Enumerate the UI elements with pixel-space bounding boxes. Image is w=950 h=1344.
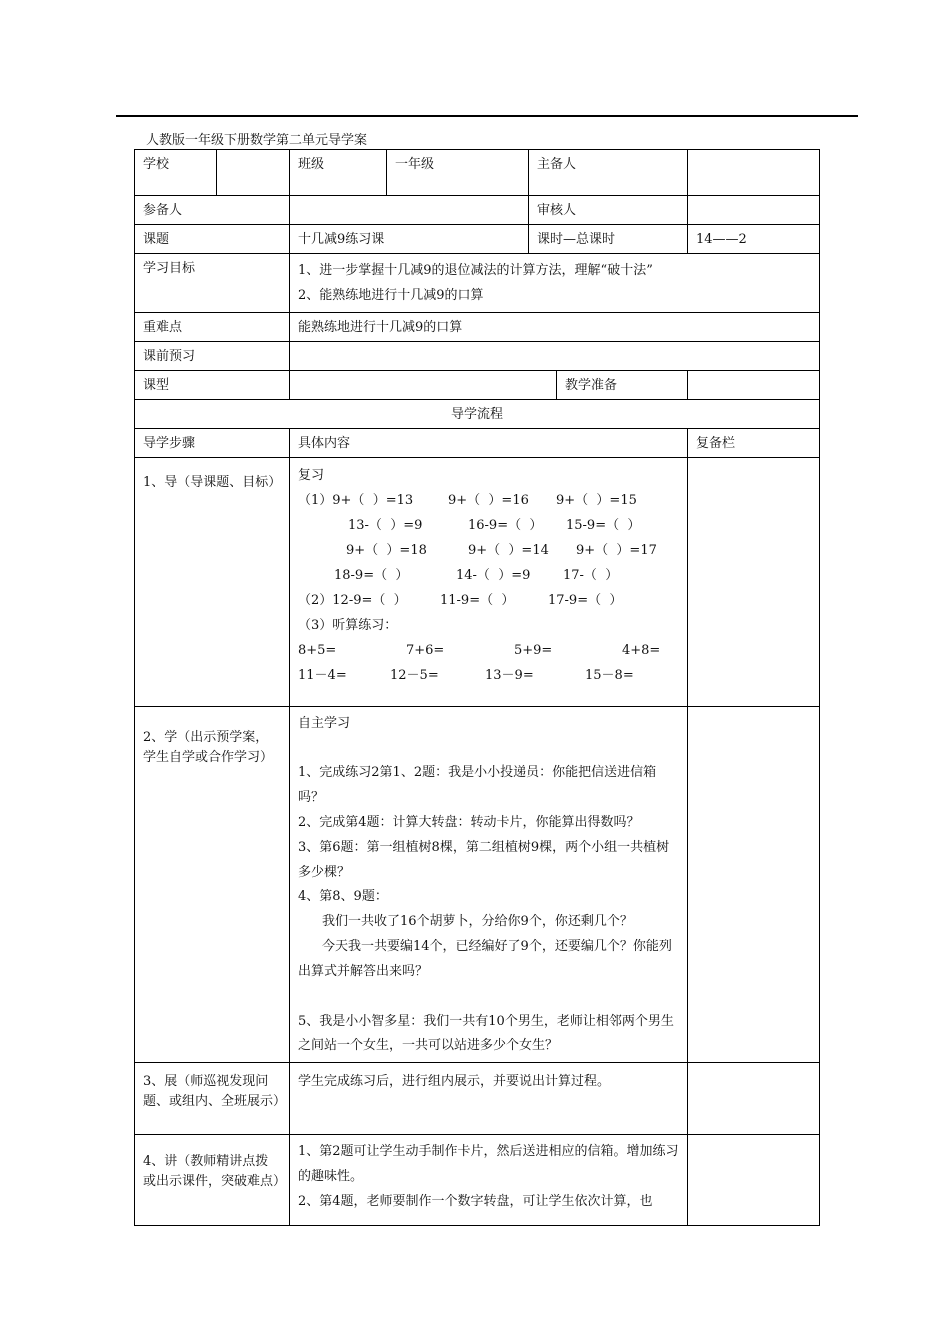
preview-label: 课前预习 — [135, 341, 290, 370]
review-cell — [688, 1135, 820, 1226]
step-row — [135, 457, 820, 706]
co-preparer-row — [135, 196, 820, 225]
col-review-header: 复备栏 — [688, 428, 820, 457]
key-row — [135, 312, 820, 341]
step-row — [135, 1063, 820, 1135]
key-label: 重难点 — [135, 312, 290, 341]
class-label: 班级 — [290, 150, 387, 196]
preparer-label: 主备人 — [529, 150, 688, 196]
type-value — [290, 370, 557, 399]
exercise-line: 18-9=（ ） 14-（ ）=9 17-（ ） — [334, 567, 619, 583]
type-row — [135, 370, 820, 399]
prep-label: 教学准备 — [557, 370, 688, 399]
exercise-line: （3）听算练习： — [298, 617, 398, 633]
content-paragraph: 2、第4题，老师要制作一个数字转盘，可让学生依次计算，也 — [298, 1193, 653, 1209]
goals-row — [135, 254, 820, 313]
preview-value — [290, 341, 820, 370]
content-paragraph: 今天我一共要编14个，已经编好了9个，还要编几个？你能列出算式并解答出来吗？ — [298, 938, 672, 979]
content-paragraph: 1、第2题可让学生动手制作卡片，然后送进相应的信箱。增加练习的趣味性。 — [298, 1144, 679, 1184]
col-content-header: 具体内容 — [290, 428, 688, 457]
step-label: 3、展（师巡视发现问题、或组内、全班展示） — [135, 1063, 290, 1135]
lesson-plan-table — [134, 149, 820, 1226]
lesson-value: 14——2 — [688, 225, 820, 254]
goals-label: 学习目标 — [135, 254, 290, 313]
exercise-line: 8+5= 7+6= 5+9= 4+8= — [298, 642, 661, 658]
exercise-line: 11－4= 12－5= 13－9= 15－8= — [298, 667, 634, 683]
class-value: 一年级 — [387, 150, 529, 196]
prep-value — [688, 370, 820, 399]
flow-heading-row — [135, 399, 820, 428]
content-paragraph: 4、第8、9题： — [298, 889, 388, 905]
step-label: 4、讲（教师精讲点拨或出示课件，突破难点） — [135, 1135, 290, 1226]
exercise-line: （2）12-9=（ ） 11-9=（ ） 17-9=（ ） — [298, 592, 623, 608]
step-row — [135, 1135, 820, 1226]
content-paragraph: 5、我是小小智多星：我们一共有10个男生，老师让相邻两个男生之间站一个女生，一共可以站进多少个女生？ — [298, 1013, 674, 1054]
document-title: 人教版一年级下册数学第二单元导学案 — [146, 133, 368, 148]
content-paragraph: 学生完成练习后，进行组内展示，并要说出计算过程。 — [298, 1074, 611, 1090]
preparer-value — [688, 150, 820, 196]
step-label: 2、学（出示预学案，学生自学或合作学习） — [135, 706, 290, 1063]
content-paragraph: 1、完成练习2第1、2题：我是小小投递员：你能把信送进信箱吗？ — [298, 765, 657, 806]
goal-item: 2、能熟练地进行十几减9的口算 — [298, 287, 484, 303]
topic-row — [135, 225, 820, 254]
flow-columns-row — [135, 428, 820, 457]
goals-content — [290, 254, 820, 313]
step-content — [290, 706, 688, 1063]
content-paragraph: 我们一共收了16个胡萝卜，分给你9个，你还剩几个？ — [322, 914, 633, 930]
step-row — [135, 706, 820, 1063]
step-label: 1、导（导课题、目标） — [135, 457, 290, 706]
top-rule — [116, 115, 858, 117]
exercise-line: （1）9+（ ）=13 9+（ ）=16 9+（ ）=15 — [298, 492, 637, 508]
review-cell — [688, 457, 820, 706]
content-paragraph: 3、第6题：第一组植树8棵，第二组植树9棵，两个小组一共植树多少棵？ — [298, 839, 670, 880]
step-content — [290, 1063, 688, 1135]
reviewer-value — [688, 196, 820, 225]
content-title: 复习 — [298, 467, 325, 483]
col-step-header: 导学步骤 — [135, 428, 290, 457]
topic-value: 十几减9练习课 — [290, 225, 529, 254]
topic-label: 课题 — [135, 225, 290, 254]
school-value — [217, 150, 290, 196]
content-paragraph: 2、完成第4题：计算大转盘：转动卡片，你能算出得数吗？ — [298, 814, 640, 830]
step-content — [290, 1135, 688, 1226]
type-label: 课型 — [135, 370, 290, 399]
step-content — [290, 457, 688, 706]
review-cell — [688, 1063, 820, 1135]
co-preparer-label: 参备人 — [135, 196, 290, 225]
school-label: 学校 — [135, 150, 217, 196]
exercise-line: 9+（ ）=18 9+（ ）=14 9+（ ）=17 — [346, 542, 657, 558]
preview-row — [135, 341, 820, 370]
goal-item: 1、进一步掌握十几减9的退位减法的计算方法，理解“破十法” — [298, 263, 653, 278]
review-cell — [688, 706, 820, 1063]
flow-heading: 导学流程 — [135, 399, 820, 428]
key-value: 能熟练地进行十几减9的口算 — [290, 312, 820, 341]
school-row — [135, 150, 820, 196]
reviewer-label: 审核人 — [529, 196, 688, 225]
co-preparer-value — [290, 196, 529, 225]
lesson-label: 课时—总课时 — [529, 225, 688, 254]
exercise-line: 13-（ ）=9 16-9=（ ） 15-9=（ ） — [348, 517, 641, 533]
content-title: 自主学习 — [298, 715, 351, 731]
